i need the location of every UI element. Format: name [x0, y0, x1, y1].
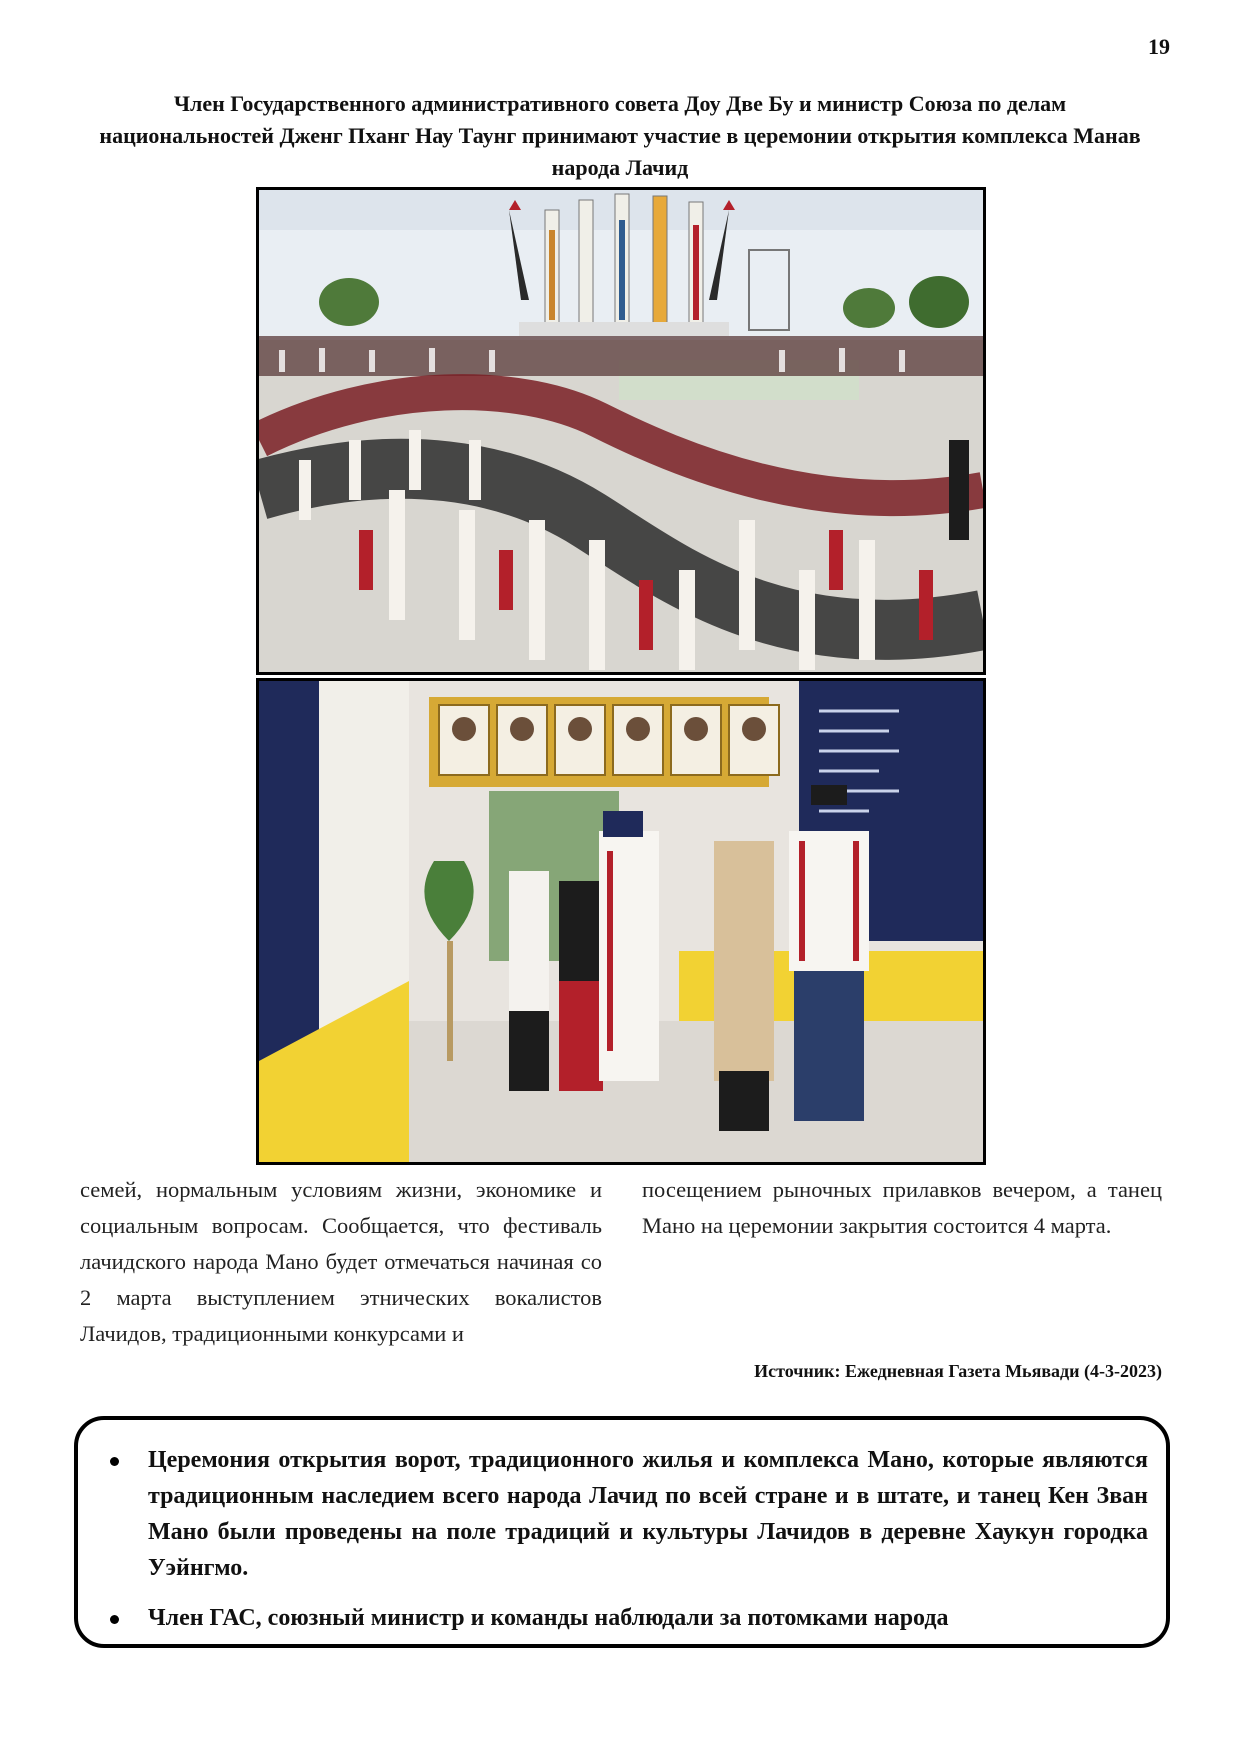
summary-bullet-text: Член ГАС, союзный министр и команды наблюдали за потомками народа — [148, 1605, 949, 1631]
exhibition-scene-image — [259, 681, 983, 1162]
page-number: 19 — [1148, 34, 1170, 59]
summary-list — [108, 1442, 1148, 1636]
summary-bullet — [108, 1600, 1148, 1636]
article-left-column: семей, нормальным условиям жизни, экономике и социальным вопросам. Сообщается, что фестиваль лачидского народа Мано будет отмечаться начиная со 2 марта выступлением этнических вокалистов Лачидов, традиционными конкурсами и — [80, 1177, 602, 1346]
bullet-icon — [110, 1457, 119, 1466]
exhibition-photo — [256, 678, 986, 1165]
bullet-icon — [110, 1615, 119, 1624]
summary-box — [74, 1416, 1170, 1648]
article-source: Источник: Ежедневная Газета Мьявади (4-3-2023) — [754, 1361, 1162, 1381]
festival-scene-image — [259, 190, 983, 672]
festival-photo — [256, 187, 986, 675]
article-right-column: посещением рыночных прилавков вечером, а танец Мано на церемонии закрытия состоится 4 марта. — [642, 1177, 1162, 1238]
photo-caption: Член Государственного административного совета Доу Две Бу и министр Союза по делам национальностей Дженг Пханг Нау Таунг принимают участие в церемонии открытия комплекса Манав народа Лачид — [99, 91, 1141, 180]
summary-bullet — [108, 1442, 1148, 1586]
summary-bullet-text: Церемония открытия ворот, традиционного жилья и комплекса Мано, которые являются традиционным наследием всего народа Лачид по всей стране и в штате, и танец Кен Зван Мано были проведены на поле традиций и культуры Лачидов в деревне Хаукун городка Уэйнгмо. — [148, 1447, 1148, 1581]
